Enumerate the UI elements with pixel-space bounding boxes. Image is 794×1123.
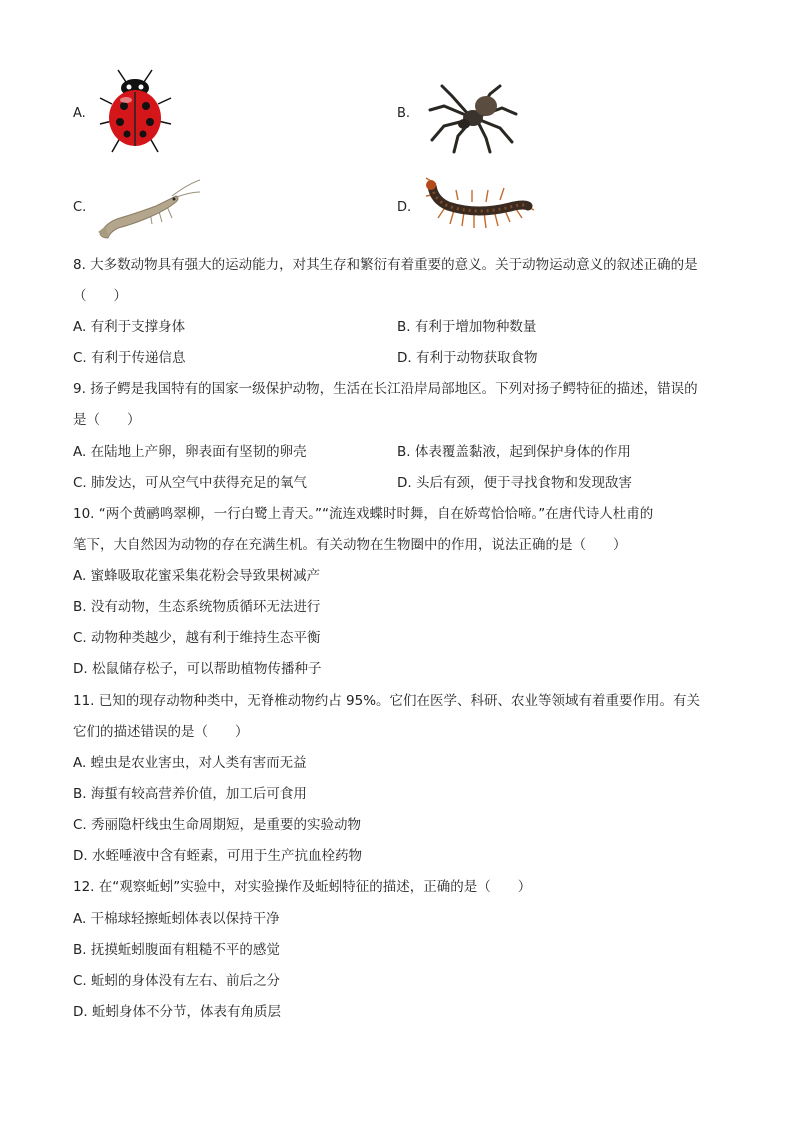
- question-11-option-c: C. 秀丽隐杆线虫生命周期短，是重要的实验动物: [73, 817, 362, 833]
- question-11-stem: 11. 已知的现存动物种类中，无脊椎动物约占 95%。它们在医学、科研、农业等领域有着重要作用。有关: [73, 693, 701, 709]
- option-d-label: D.: [397, 200, 412, 215]
- question-9-option-c: C. 肺发达，可从空气中获得充足的氧气: [73, 475, 308, 491]
- question-8-stem-cont: （ ）: [73, 288, 127, 304]
- option-a-label: A.: [73, 106, 86, 121]
- question-8-option-b: B. 有利于增加物种数量: [397, 319, 537, 335]
- question-9-option-a: A. 在陆地上产卵，卵表面有坚韧的卵壳: [73, 444, 307, 460]
- centipede-image: [418, 176, 536, 232]
- question-12-option-a: A. 干棉球轻擦蚯蚓体表以保持干净: [73, 911, 280, 927]
- question-8-option-c: C. 有利于传递信息: [73, 350, 186, 366]
- question-8-option-d: D. 有利于动物获取食物: [397, 350, 538, 366]
- ladybug-image: [96, 66, 176, 156]
- question-10-option-d: D. 松鼠储存松子，可以帮助植物传播种子: [73, 661, 322, 677]
- shrimp-image: [96, 178, 200, 240]
- question-8-stem: 8. 大多数动物具有强大的运动能力，对其生存和繁衍有着重要的意义。关于动物运动意义的叙述正确的是: [73, 257, 698, 273]
- spider-image: [424, 80, 520, 154]
- option-c-label: C.: [73, 200, 87, 215]
- question-9-option-d: D. 头后有颈，便于寻找食物和发现敌害: [397, 475, 632, 491]
- question-12-option-b: B. 抚摸蚯蚓腹面有粗糙不平的感觉: [73, 942, 280, 958]
- question-8-option-a: A. 有利于支撑身体: [73, 319, 186, 335]
- question-10-option-b: B. 没有动物，生态系统物质循环无法进行: [73, 599, 321, 615]
- question-10-stem: 10. “两个黄鹂鸣翠柳，一行白鹭上青天。”“流连戏蝶时时舞，自在娇莺恰恰啼。”在唐代诗人杜甫的: [73, 506, 654, 522]
- question-9-option-b: B. 体表覆盖黏液，起到保护身体的作用: [397, 444, 631, 460]
- question-12-stem: 12. 在“观察蚯蚓”实验中，对实验操作及蚯蚓特征的描述，正确的是（ ）: [73, 879, 532, 895]
- question-11-option-b: B. 海蜇有较高营养价值，加工后可食用: [73, 786, 307, 802]
- question-9-stem: 9. 扬子鳄是我国特有的国家一级保护动物，生活在长江沿岸局部地区。下列对扬子鳄特征的描述，错误的: [73, 381, 698, 397]
- question-11-stem-cont: 它们的描述错误的是（ ）: [73, 724, 249, 740]
- question-10-option-c: C. 动物种类越少，越有利于维持生态平衡: [73, 630, 321, 646]
- question-12-option-c: C. 蚯蚓的身体没有左右、前后之分: [73, 973, 281, 989]
- question-10-stem-cont: 笔下，大自然因为动物的存在充满生机。有关动物在生物圈中的作用，说法正确的是（ ）: [73, 537, 627, 553]
- option-b-label: B.: [397, 106, 411, 121]
- question-11-option-a: A. 蝗虫是农业害虫，对人类有害而无益: [73, 755, 307, 771]
- question-9-stem-cont: 是（ ）: [73, 412, 141, 428]
- question-11-option-d: D. 水蛭唾液中含有蛭素，可用于生产抗血栓药物: [73, 848, 362, 864]
- question-10-option-a: A. 蜜蜂吸取花蜜采集花粉会导致果树减产: [73, 568, 321, 584]
- question-12-option-d: D. 蚯蚓身体不分节，体表有角质层: [73, 1004, 281, 1020]
